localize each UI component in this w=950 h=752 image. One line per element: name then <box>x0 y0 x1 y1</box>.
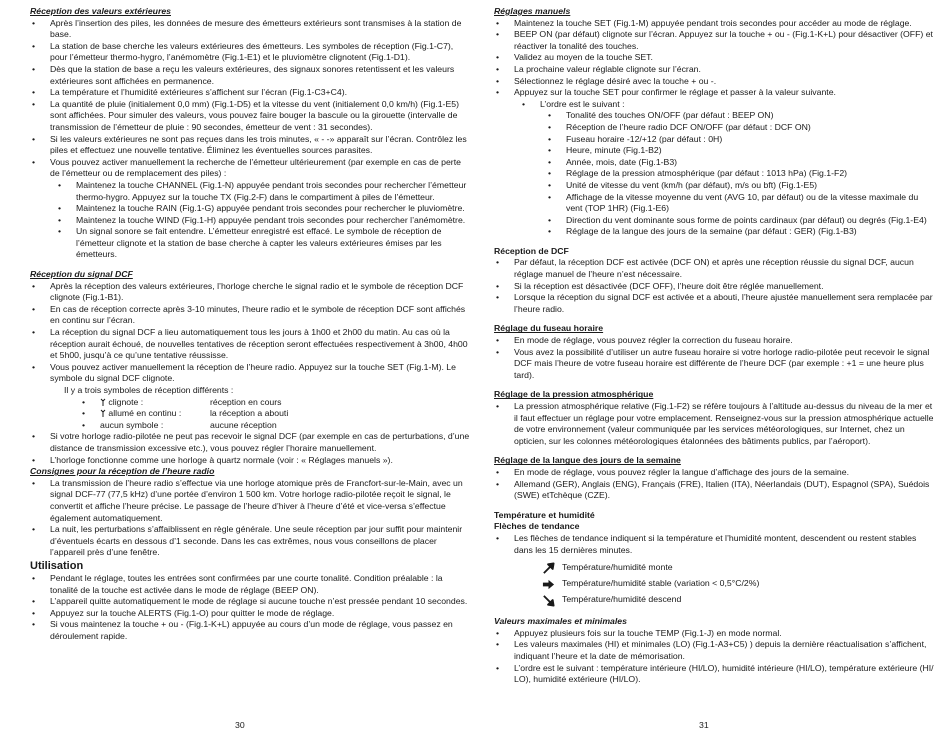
list-item: • L’ordre est le suivant : température intérieure (HI/LO), humidité intérieure (HI/LO), température extérieure (HI/ LO), humidité extérieure (HI/LO). <box>494 663 934 686</box>
list-item-text: Appuyez sur la touche SET pour confirmer le réglage et passer à la valeur suivante. <box>514 87 836 98</box>
list-item <box>494 87 934 238</box>
timezone-heading: Réglage du fuseau horaire <box>494 323 604 334</box>
list-item: • Lorsque la réception du signal DCF est activée et a abouti, l’heure ajustée manuellement sera remplacée par l’heure radio. <box>494 292 934 315</box>
list-item: • L’horloge fonctionne comme une horloge à quartz normale (voir : « Réglages manuels »). <box>30 455 470 467</box>
list-item: • Un signal sonore se fait entendre. L’émetteur enregistré est effacé. Le symbole de réception de l’émetteur clignote et la station de base cherche à capter les valeurs extérieures émises par les émetteurs. <box>56 226 470 261</box>
outdoor-list <box>30 18 470 261</box>
trend-label: Température/humidité descend <box>562 594 682 605</box>
outdoor-sublist <box>56 180 470 261</box>
list-item: • En mode de réglage, vous pouvez régler la correction du fuseau horaire. <box>494 335 934 347</box>
list-item: • Si les valeurs extérieures ne sont pas reçues dans les trois minutes, « - -» apparaît sur l’écran. Contrôlez les piles et effectuez une nouvelle tentative. Éliminez les éventuelles sources parasites. <box>30 134 470 157</box>
list-item <box>30 157 470 261</box>
list-item: • Vous avez la possibilité d’utiliser un autre fuseau horaire si votre horloge radio-pilotée peut recevoir le signal DCF mais l’heure de votre fuseau horaire est différente de l’heure DCF (par exemple : +1 = une heure plus tard). <box>494 347 934 382</box>
dcf-heading: Réception du signal DCF <box>30 269 133 280</box>
list-item: • Maintenez la touche RAIN (Fig.1-G) appuyée pendant trois secondes pour rechercher le pluviomètre. <box>56 203 470 215</box>
list-item: • La station de base cherche les valeurs extérieures des émetteurs. Les symboles de réception (Fig.1-C7), pour l’émetteur thermo-hygro, l’anémomètre (Fig.1-E1) et le pluviomètre clignotent (Fig.1-D1). <box>30 41 470 64</box>
arrow-right-icon <box>542 578 555 591</box>
symbols-intro-text: Il y a trois symboles de réception différents : <box>64 385 234 395</box>
page-number: 31 <box>699 720 709 731</box>
list-item: • Après l’insertion des piles, les données de mesure des émetteurs extérieurs sont transmises à la station de base. <box>30 18 470 41</box>
list-item-text: Vous pouvez activer manuellement la recherche de l’émetteur ultérieurement (par exemple en cas de perte de l’émetteur ou de remplacement des piles) : <box>50 156 461 179</box>
symbol-row <box>80 408 470 420</box>
list-item: • Affichage de la vitesse moyenne du vent (AVG 10, par défaut) ou de la vitesse maximale du vent (TOP 1HR) (Fig.1-E6) <box>546 192 934 215</box>
outdoor-heading: Réception des valeurs extérieures <box>30 6 171 16</box>
symbol-value: la réception a abouti <box>210 408 289 419</box>
page-number: 30 <box>235 720 245 731</box>
order-list <box>546 110 934 238</box>
timezone-list <box>494 335 934 381</box>
list-item <box>520 99 934 238</box>
list-item: • Dès que la station de base a reçu les valeurs extérieures, des signaux sonores retentissent et les valeurs extérieures sont affichées en permanence. <box>30 64 470 87</box>
list-item: • Si vous maintenez la touche + ou - (Fig.1-K+L) appuyée au cours d’un mode de réglage, vous passez en déroulement rapide. <box>30 619 470 642</box>
manual-list <box>494 18 934 238</box>
trend-row <box>542 592 934 608</box>
list-item: • Unité de vitesse du vent (km/h (par défaut), m/s ou bft) (Fig.1-E5) <box>546 180 934 192</box>
list-item: • Si votre horloge radio-pilotée ne peut pas recevoir le signal DCF (par exemple en cas de perturbations, d’une distance de transmission excessive etc.), vous pouvez régler l’horaire manuellement. <box>30 431 470 454</box>
list-item: • La température et l’humidité extérieures s’affichent sur l’écran (Fig.1-C3+C4). <box>30 87 470 99</box>
trend-list <box>494 533 934 556</box>
list-item: • En mode de réglage, vous pouvez régler la langue d’affichage des jours de la semaine. <box>494 467 934 479</box>
arrow-down-right-icon <box>542 594 555 607</box>
list-item: • Si la réception est désactivée (DCF OFF), l’heure doit être réglée manuellement. <box>494 281 934 293</box>
manual-heading: Réglages manuels <box>494 6 571 16</box>
list-item: • Heure, minute (Fig.1-B2) <box>546 145 934 157</box>
list-item: • Réception de l’heure radio DCF ON/OFF (par défaut : DCF ON) <box>546 122 934 134</box>
dcf-heading: Réception de DCF <box>494 245 569 256</box>
symbols-intro <box>50 385 470 397</box>
symbol-label: allumé en continu : <box>106 408 182 419</box>
arrow-up-right-icon <box>542 562 555 575</box>
list-item-text: Vous pouvez activer manuellement la réception de l’heure radio. Appuyez sur la touche SET (Fig.1-M). Le symbole du signal DCF clignote. <box>50 361 456 384</box>
trend-heading: Flèches de tendance <box>494 521 580 532</box>
trend-row <box>542 576 934 592</box>
list-item: • Maintenez la touche SET (Fig.1-M) appuyée pendant trois secondes pour accéder au mode de réglage. <box>494 18 934 30</box>
trend-row <box>542 560 934 576</box>
right-page <box>494 6 934 746</box>
trend-legend <box>494 560 934 608</box>
list-item: • Allemand (GER), Anglais (ENG), Français (FRE), Italien (ITA), Néerlandais (DUT), Espagnol (SPA), Suédois (SWE) etTchèque (CZE). <box>494 479 934 502</box>
list-item: • Fuseau horaire -12/+12 (par défaut : 0H) <box>546 134 934 146</box>
list-item: • Année, mois, date (Fig.1-B3) <box>546 157 934 169</box>
list-item: • La pression atmosphérique relative (Fig.1-F2) se réfère toujours à l’altitude au-dessus du niveau de la mer et il faut effectuer un réglage pour votre emplacement. Renseignez-vous sur la pression atmosphérique actuelle de votre environnement (valeur communiquée par les services météorologiques, sur Internet, chez un opticien, sur les colonnes météorologiques étalonnées des bâtiments publics, par l’aéroport). <box>494 401 934 447</box>
symbol-value: réception en cours <box>210 396 282 407</box>
list-item: • Maintenez la touche CHANNEL (Fig.1-N) appuyée pendant trois secondes pour rechercher l’émetteur thermo-hygro. Appuyez sur la touche TX (Fig.2-F) dans le compartiment à piles de l’émetteur. <box>56 180 470 203</box>
temperature-heading: Température et humidité <box>494 509 595 520</box>
list-item: • Appuyez plusieurs fois sur la touche TEMP (Fig.1-J) en mode normal. <box>494 628 934 640</box>
list-item: • Direction du vent dominante sous forme de points cardinaux (par défaut) ou degrés (Fig.1-E4) <box>546 215 934 227</box>
minmax-list <box>494 628 934 686</box>
symbol-label: clignote : <box>106 396 144 407</box>
list-item: • La nuit, les perturbations s’affaiblissent en règle générale. Une seule réception par jour suffit pour maintenir d’éventuels écarts en dessous d’1 seconde. Dans les cas extrêmes, nous vous conseillons de placer l’appareil près d’une fenêtre. <box>30 524 470 559</box>
list-item: • Les valeurs maximales (HI) et minimales (LO) (Fig.1-A3+C5) ) depuis la dernière réactualisation s’affichent, indiquant l’heure et la date de mémorisation. <box>494 639 934 662</box>
order-block <box>520 99 934 238</box>
language-list <box>494 467 934 502</box>
list-item: • Réglage de la pression atmosphérique (par défaut : 1013 hPa) (Fig.1-F2) <box>546 168 934 180</box>
list-item: • La quantité de pluie (initialement 0,0 mm) (Fig.1-D5) et la vitesse du vent (initialement 0,0 km/h) (Fig.1-E5) sont affichées. Pour simuler des valeurs, vous pouvez faire bouger la bascule ou la girouette (intervalle de transmission de l’émetteur de pluie : 90 secondes, émetteur de vent : 31 secondes). <box>30 99 470 134</box>
list-item: • Appuyez sur la touche ALERTS (Fig.1-O) pour quitter le mode de réglage. <box>30 608 470 620</box>
pressure-heading: Réglage de la pression atmosphérique <box>494 389 654 400</box>
list-item: • Réglage de la langue des jours de la semaine (par défaut : GER) (Fig.1-B3) <box>546 226 934 238</box>
consignes-heading: Consignes pour la réception de l’heure radio <box>30 466 215 477</box>
list-item: • Sélectionnez le réglage désiré avec la touche + ou -. <box>494 76 934 88</box>
list-item: • Les flèches de tendance indiquent si la température et l’humidité montent, descendent ou restent stables dans les 15 dernières minutes. <box>494 533 934 556</box>
list-item: • La réception du signal DCF a lieu automatiquement tous les jours à 1h00 et 2h00 du matin. Au cas où la réception aurait échoué, de nouvelles tentatives de réception seront effectuées respectivement à 3h00, 4h00 et 5h00, jusqu’à ce qu’une tentative réussisse. <box>30 327 470 362</box>
list-item: • Validez au moyen de la touche SET. <box>494 52 934 64</box>
list-item: • Tonalité des touches ON/OFF (par défaut : BEEP ON) <box>546 110 934 122</box>
symbols-list <box>80 397 470 432</box>
list-item <box>30 362 470 432</box>
minmax-heading: Valeurs maximales et minimales <box>494 616 627 627</box>
list-item: • Par défaut, la réception DCF est activée (DCF ON) et après une réception réussie du signal DCF, aucun réglage manuel de l’heure n’est nécessaire. <box>494 257 934 280</box>
trend-label: Température/humidité stable (variation < 0,5°C/2%) <box>562 578 760 589</box>
order-intro: L’ordre est le suivant : <box>540 98 625 109</box>
utilisation-heading: Utilisation <box>30 559 84 572</box>
left-page <box>30 6 470 746</box>
list-item: • En cas de réception correcte après 3-10 minutes, l’heure radio et le symbole de réception DCF sont affichés en continu sur l’écran. <box>30 304 470 327</box>
consignes-list <box>30 478 470 559</box>
pressure-list <box>494 401 934 447</box>
symbol-label: aucun symbole : <box>100 419 164 430</box>
list-item: • Après la réception des valeurs extérieures, l’horloge cherche le signal radio et le symbole de réception DCF clignote (Fig.1-B1). <box>30 281 470 304</box>
symbol-value: aucune réception <box>210 419 277 430</box>
utilisation-list <box>30 573 470 643</box>
dcf-list <box>494 257 934 315</box>
list-item: • La prochaine valeur réglable clignote sur l’écran. <box>494 64 934 76</box>
list-item: • La transmission de l’heure radio s’effectue via une horloge atomique près de Francfort-sur-le-Main, avec un signal DCF-77 (77,5 kHz) d’une portée d’environ 1 500 km. Votre horloge radio-pilotée reçoit le signal, le convertit et affiche l’heure précise. Le passage de l’heure d’hiver à l’heure d’été et vice-versa s’effectue également automatiquement. <box>30 478 470 524</box>
list-item: • BEEP ON (par défaut) clignote sur l’écran. Appuyez sur la touche + ou - (Fig.1-K+L) pour désactiver (OFF) et réactiver la tonalité des touches. <box>494 29 934 52</box>
list-item: • Pendant le réglage, toutes les entrées sont confirmées par une courte tonalité. Condition préalable : la tonalité de la touche est activée dans le mode de réglage (BEEP ON). <box>30 573 470 596</box>
dcf-list <box>30 281 470 467</box>
list-item: • Maintenez la touche WIND (Fig.1-H) appuyée pendant trois secondes pour rechercher l’anémomètre. <box>56 215 470 227</box>
trend-label: Température/humidité monte <box>562 562 673 573</box>
symbol-row <box>80 420 470 432</box>
language-heading: Réglage de la langue des jours de la semaine <box>494 455 681 466</box>
list-item: • L’appareil quitte automatiquement le mode de réglage si aucune touche n’est pressée pendant 10 secondes. <box>30 596 470 608</box>
symbol-row <box>80 397 470 409</box>
